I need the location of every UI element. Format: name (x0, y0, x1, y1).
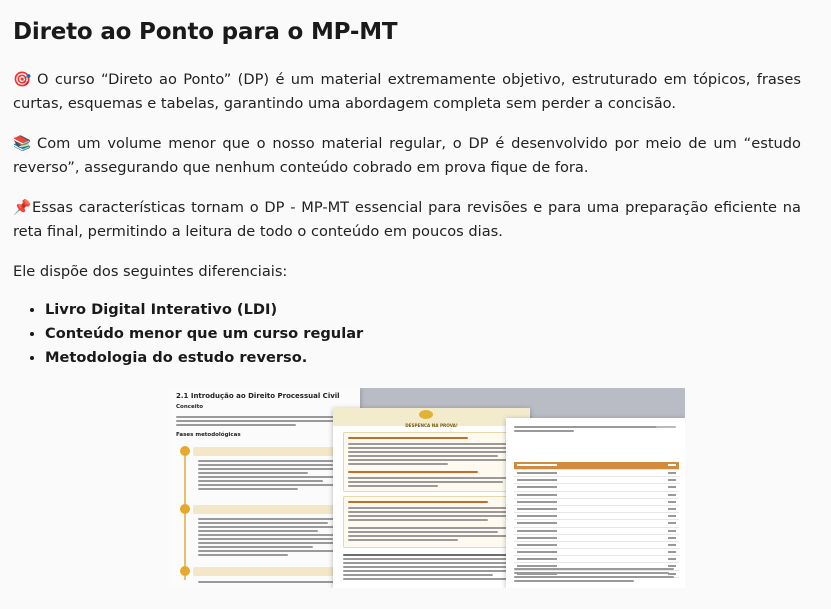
pushpin-icon: 📌 (13, 199, 32, 216)
preview-right-page (506, 418, 685, 588)
books-icon: 📚 (13, 135, 32, 152)
paragraph-volume (13, 132, 801, 180)
preview-table (514, 462, 679, 578)
preview-left-page (170, 388, 360, 588)
preview-middle-header (333, 408, 530, 426)
paragraph-course-description (13, 68, 801, 116)
material-preview-image (170, 388, 685, 588)
list-item: • Conteúdo menor que um curso regular (45, 322, 801, 346)
paragraph-characteristics (13, 196, 801, 244)
preview-middle-header-text: DESPENCA NA PROVA! (405, 423, 458, 428)
list-item: • Livro Digital Interativo (LDI) (45, 298, 801, 322)
bee-mascot-icon (419, 410, 433, 419)
differentials-intro: Ele dispõe dos seguintes diferenciais: (13, 263, 288, 280)
paragraph-text: Essas características tornam o DP - MP-MT essencial para revisões e para uma preparação eficiente na reta final, permitindo a leitura de todo o conteúdo em poucos dias. (13, 199, 801, 240)
paragraph-text: Com um volume menor que o nosso material regular, o DP é desenvolvido por meio de um “estudo reverso”, assegurando que nenhum conteúdo cobrado em prova fique de fora. (13, 135, 801, 176)
differentials-list (13, 298, 801, 370)
preview-left-title: 2.1 Introdução ao Direito Processual Civil (176, 392, 340, 400)
direct-hit-icon: 🎯 (13, 71, 32, 88)
paragraph-text: O curso “Direto ao Ponto” (DP) é um material extremamente objetivo, estruturado em tópicos, frases curtas, esquemas e tabelas, garantindo uma abordagem completa sem perder a concisão. (13, 71, 801, 112)
preview-left-subsection: Fases metodológicas (176, 432, 241, 438)
preview-middle-page (333, 408, 530, 588)
page-title: Direto ao Ponto para o MP-MT (13, 19, 398, 45)
preview-left-section: Conceito (176, 404, 204, 410)
list-item: • Metodologia do estudo reverso. (45, 346, 801, 370)
